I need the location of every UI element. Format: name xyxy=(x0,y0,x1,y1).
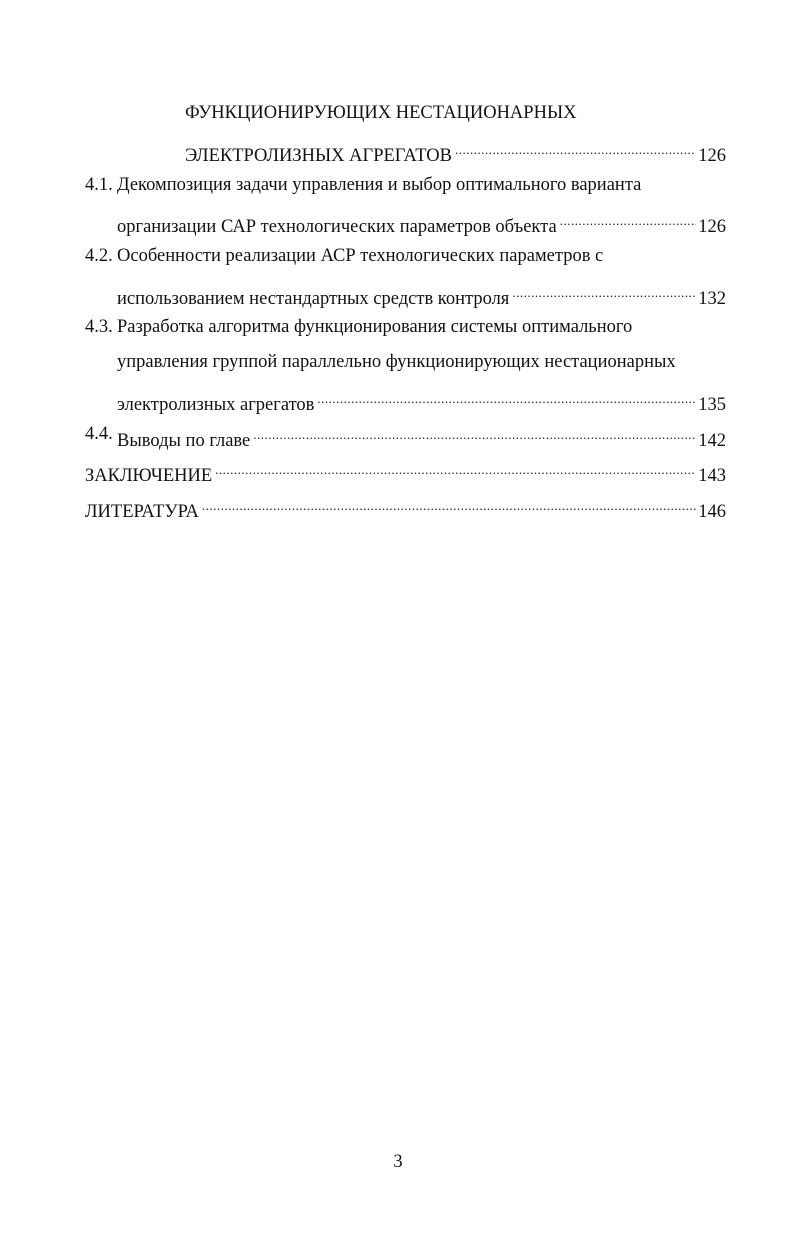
toc-entry-literature[interactable] xyxy=(85,493,726,524)
chapter-title-line-1: ФУНКЦИОНИРУЮЩИХ НЕСТАЦИОНАРНЫХ xyxy=(185,103,577,123)
chapter-title-line-2: ЭЛЕКТРОЛИЗНЫХ АГРЕГАТОВ xyxy=(185,146,452,166)
section-number: 4.1. xyxy=(85,175,113,195)
page-ref: 146 xyxy=(698,502,726,522)
section-title-line: организации САР технологических параметров объекта xyxy=(117,217,557,237)
toc-entry-4-1[interactable] xyxy=(117,208,726,239)
toc-entry-4-2[interactable] xyxy=(117,280,726,311)
toc-entry-conclusion[interactable] xyxy=(85,457,726,488)
toc-entry-4-3[interactable] xyxy=(117,386,726,417)
dot-leader xyxy=(455,137,696,161)
dot-leader xyxy=(215,457,696,481)
page-ref: 142 xyxy=(698,431,726,451)
section-title-line: Разработка алгоритма функционирования системы оптимального xyxy=(117,317,633,337)
page-number: 3 xyxy=(393,1152,403,1172)
dot-leader xyxy=(202,493,696,517)
section-number: 4.2. xyxy=(85,246,113,266)
section-number: 4.4. xyxy=(85,424,113,444)
page-ref: 126 xyxy=(698,146,726,166)
section-title-line: управления группой параллельно функционирующих нестационарных xyxy=(117,352,676,372)
section-title-line: Выводы по главе xyxy=(117,431,251,451)
section-title-line: Декомпозиция задачи управления и выбор оптимального варианта xyxy=(117,175,642,195)
section-title-line: использованием нестандартных средств контроля xyxy=(117,289,510,309)
page-ref: 135 xyxy=(698,395,726,415)
section-title-line: электролизных агрегатов xyxy=(117,395,315,415)
page-ref: 126 xyxy=(698,217,726,237)
section-title-line: Особенности реализации АСР технологических параметров с xyxy=(117,246,604,266)
dot-leader xyxy=(253,422,696,446)
dot-leader xyxy=(317,386,696,410)
literature-label: ЛИТЕРАТУРА xyxy=(85,502,199,522)
dot-leader xyxy=(512,280,696,304)
conclusion-label: ЗАКЛЮЧЕНИЕ xyxy=(85,466,213,486)
chapter-title-entry[interactable] xyxy=(185,137,726,168)
section-number: 4.3. xyxy=(85,317,113,337)
dot-leader xyxy=(560,208,697,232)
page-ref: 143 xyxy=(698,466,726,486)
toc-entry-4-4[interactable] xyxy=(117,422,726,453)
page-ref: 132 xyxy=(698,289,726,309)
